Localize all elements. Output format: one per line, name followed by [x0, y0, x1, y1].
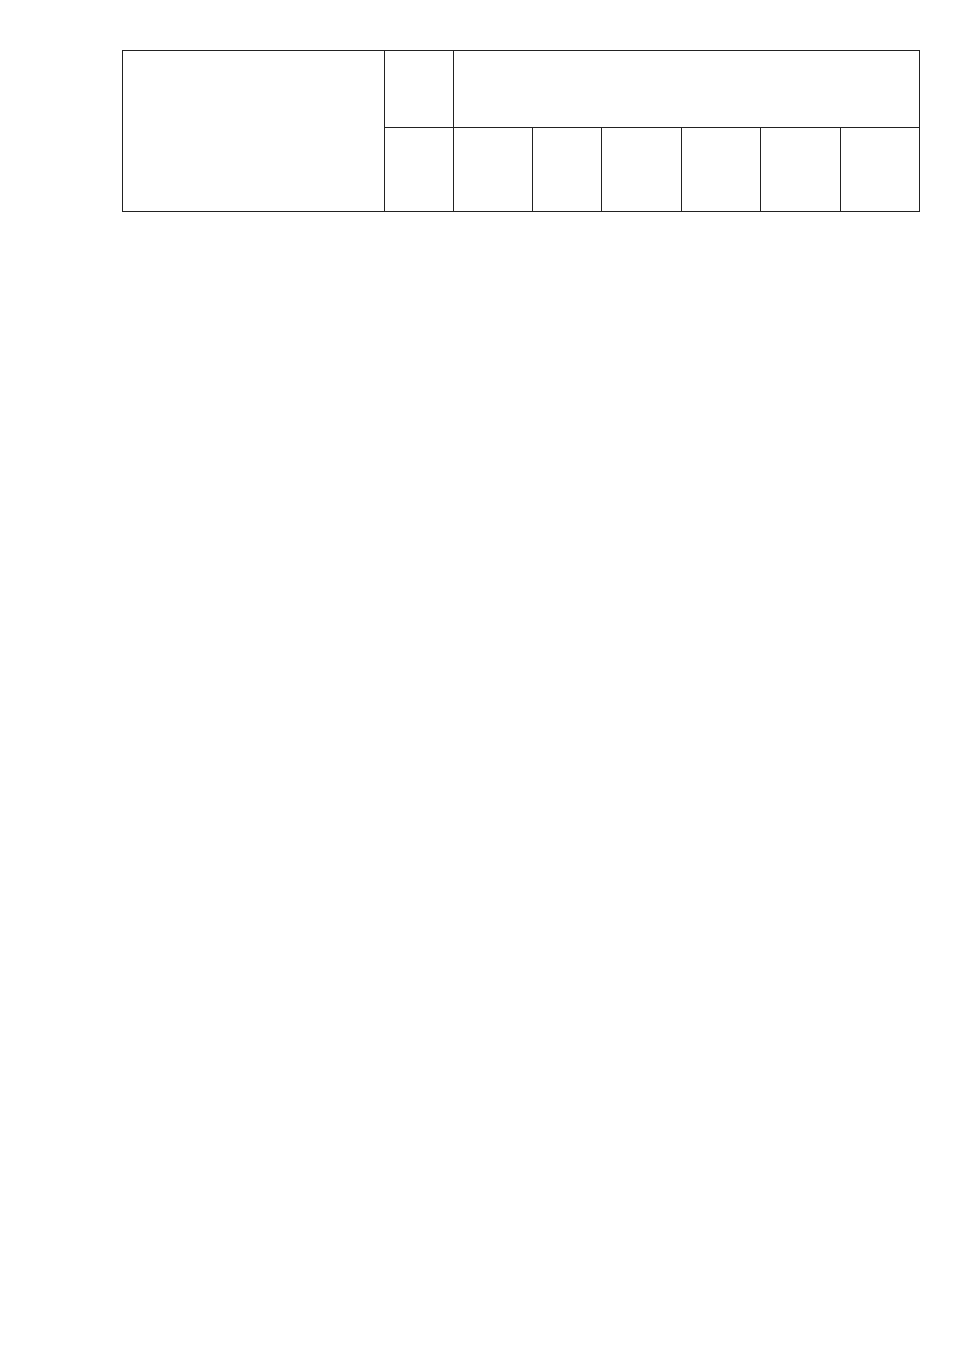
handwritten-signature-icon: [66, 1284, 236, 1334]
vote-col-avst-1: [602, 128, 682, 212]
present-header: [385, 51, 454, 128]
vote-col-ja-1: [454, 128, 533, 212]
vote-col-nej-1: [533, 128, 602, 212]
header-row: [123, 51, 920, 128]
vote-col-avst-2: [841, 128, 920, 212]
signature-stroke: [178, 1298, 184, 1306]
name-header-cell: [123, 51, 385, 212]
signature-stroke: [186, 1288, 196, 1328]
signature-stroke: [182, 1308, 206, 1310]
present-subheader-cell: [385, 128, 454, 212]
signature-stroke: [174, 1292, 184, 1324]
vote-col-ja-2: [682, 128, 761, 212]
vote-title: [454, 51, 920, 128]
signature-stroke: [74, 1301, 150, 1322]
vote-col-nej-2: [761, 128, 841, 212]
attendance-vote-table: [122, 50, 920, 212]
